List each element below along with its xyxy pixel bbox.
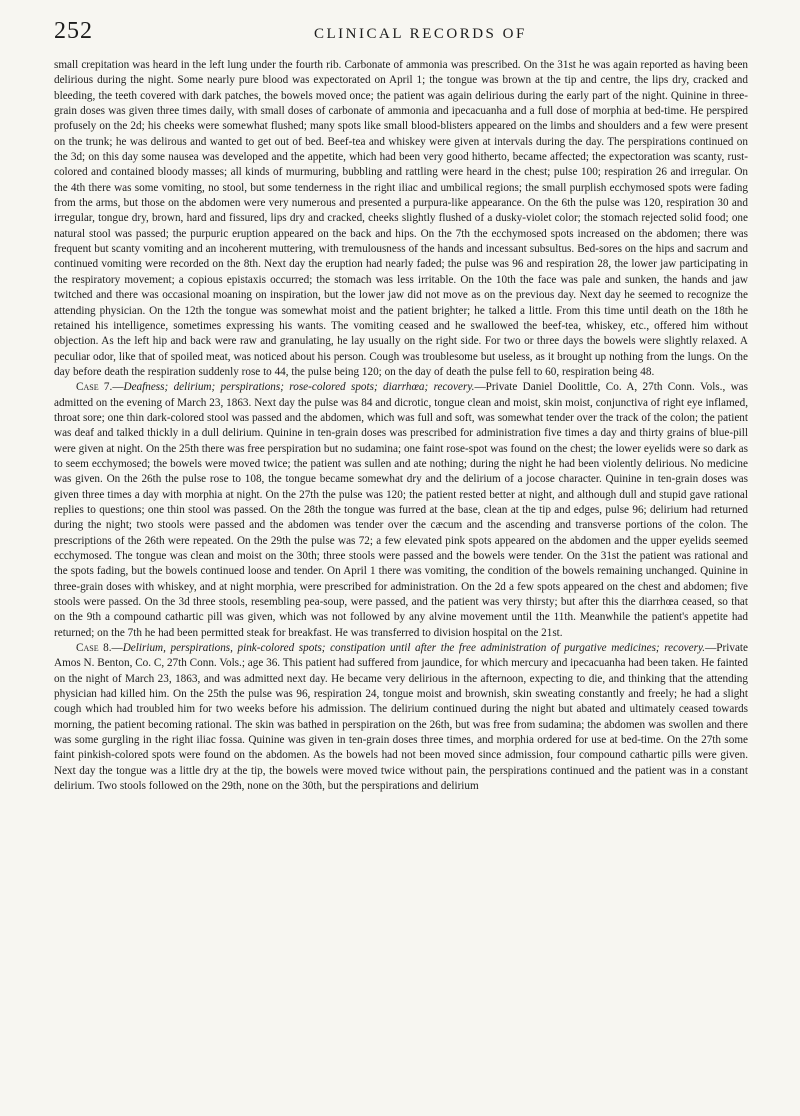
paragraph-case-8: Case 8.—Delirium, perspirations, pink-colored spots; constipation until after the free administration of purgative medicines; recovery.—Private Amos N. Benton, Co. C, 27th Conn. Vols.; age 36. This patient had suffered from jaundice, for which mercury and ipecacuanha had been taken. He fainted on the night of March 23, 1863, and was admitted next day. He became very delirious in the afternoon, expecting to die, and thinking that the attending physician had killed him. On the 25th the pulse was 96, respiration 24, tongue moist and brownish, skin sweating constantly and freely; he had a slight cough which had troubled him for two weeks before his admission. The delirium continued during the night but abated and ultimately ceased towards morning, the patient becoming rational. The skin was bathed in perspiration on the 26th, but was free from sudamina; the abdomen was swollen and there was some gurgling in the right iliac fossa. Quinine was given in ten-grain doses three times, and morphia ordered for use at bed-time. On the 27th some faint pinkish-colored spots were found on the abdomen. As the bowels had not been moved since admission, four compound cathartic pills were given. Next day the tongue was a little dry at the tip, the bowels were moved twice without pain, the perspirations continued and the patient was in a constant delirium. Two stools followed on the 29th, none on the 30th, but the perspirations and delirium xyxy=(54,642,748,793)
paragraph-text: Private Amos N. Benton, Co. C, 27th Conn. Vols.; age 36. This patient had suffered from jaundice, for which mercury and ipecacuanha had been taken. He fainted on the night of March 23, 1863, and was admitted next day. He became very delirious in the afternoon, expecting to die, and thinking that the attending physician had killed him. On the 25th the pulse was 96, respiration 24, tongue moist and brownish, skin sweating constantly and freely; he had a slight cough which had troubled him for two weeks before his admission. The delirium continued during the night but abated and ultimately ceased towards morning, the patient becoming rational. The skin was bathed in perspiration on the 26th, but was free from sudamina; the abdomen was swollen and there was some gurgling in the right iliac fossa. Quinine was given in ten-grain doses three times, and morphia ordered for use at bed-time. On the 27th some faint pinkish-colored spots were found on the abdomen. As the bowels had not been moved since admission, four compound cathartic pills were given. Next day the tongue was a little dry at the tip, the bowels were moved twice without pain, the perspirations continued and the patient was in a constant delirium. Two stools followed on the 29th, none on the 30th, but the perspirations and delirium xyxy=(54,642,748,793)
case-title: Deafness; delirium; perspirations; rose-colored spots; diarrhœa; recovery. xyxy=(123,381,475,394)
case-label: Case 7. xyxy=(76,381,113,394)
page-number: 252 xyxy=(54,18,93,44)
case-label: Case 8. xyxy=(76,642,112,655)
paragraph-text: Private Daniel Doolittle, Co. A, 27th Conn. Vols., was admitted on the evening of March 23, 1863. Next day the pulse was 84 and dicrotic, tongue clean and moist, skin moist, conjunctiva of right eye inflamed, throat sore; one thin dark-colored stool was passed and the abdomen, which was full and soft, was somewhat tender over the track of the colon; the patient was deaf and talked thickly in a dull delirium. Quinine in ten-grain doses was prescribed for administration five times a day and thirty grains of blue-pill were given at night. On the 25th there was free perspiration but no sudamina; one faint rose-spot was found on the chest; the lower eyelids were so dark as to seem ecchymosed; the bowels were moved twice; the patient was sullen and ate nothing; during the night he had been violently delirious. No medicine was given. On the 26th the pulse rose to 108, the tongue became somewhat dry and the delirium of a jocose character. Quinine in ten-grain doses was given three times a day with morphia at night. On the 27th the pulse was 120; the patient rested better at night, and although dull and stupid gave rational replies to questions; one thin stool was passed. On the 28th the tongue was furred at the base, clean at the tip and edges, pulse 96; delirium had returned during the night; two stools were passed and the abdomen was tender over the cæcum and the ascending and transverse portions of the colon. The prescriptions of the 26th were repeated. On the 29th the pulse was 72; a few elevated pink spots appeared on the abdomen and the upper eyelids seemed ecchymosed. The tongue was clean and moist on the 30th; three stools were passed and the bowels were tender. On the 31st the patient was rational and the spots fading, but the bowels continued loose and tender. On April 1 there was vomiting, the condition of the bowels remaining unchanged. Quinine in three-grain doses with whiskey, and at night morphia, were prescribed for administration. On the 2d a few spots appeared on the chest and abdomen; five stools were passed. On the 3d three stools, resembling pea-soup, were passed, and the patient was very thirsty; but after this the diarrhœa ceased, so that on the 9th a compound cathartic pill was given, which was not followed by any alvine movement until the 11th. Meanwhile the patient's appetite had returned; on the 7th he had been permitted steak for breakfast. He was transferred to division hospital on the 21st. xyxy=(54,381,748,639)
paragraph-case-7: Case 7.—Deafness; delirium; perspirations; rose-colored spots; diarrhœa; recovery.—Private Daniel Doolittle, Co. A, 27th Conn. Vols., was admitted on the evening of March 23, 1863. Next day the pulse was 84 and dicrotic, tongue clean and moist, skin moist, conjunctiva of right eye inflamed, throat sore; one thin dark-colored stool was passed and the abdomen, which was full and soft, was somewhat tender over the track of the colon; the patient was deaf and talked thickly in a dull delirium. Quinine in ten-grain doses was prescribed for administration five times a day and thirty grains of blue-pill were given at night. On the 25th there was free perspiration but no sudamina; one faint rose-spot was found on the chest; the lower eyelids were so dark as to seem ecchymosed; the bowels were moved twice; the patient was sullen and ate nothing; during the night he had been violently delirious. No medicine was given. On the 26th the pulse rose to 108, the tongue became somewhat dry and the delirium of a jocose character. Quinine in ten-grain doses was given three times a day with morphia at night. On the 27th the pulse was 120; the patient rested better at night, and although dull and stupid gave rational replies to questions; one thin stool was passed. On the 28th the tongue was furred at the base, clean at the tip and edges, pulse 96; delirium had returned during the night; two stools were passed and the abdomen was tender over the cæcum and the ascending and transverse portions of the colon. The prescriptions of the 26th were repeated. On the 29th the pulse was 72; a few elevated pink spots appeared on the abdomen and the upper eyelids seemed ecchymosed. The tongue was clean and moist on the 30th; three stools were passed and the bowels were tender. On the 31st the patient was rational and the spots fading, but the bowels continued loose and tender. On April 1 there was vomiting, the condition of the bowels remaining unchanged. Quinine in three-grain doses with whiskey, and at night morphia, were prescribed for administration. On the 2d a few spots appeared on the chest and abdomen; five stools were passed. On the 3d three stools, resembling pea-soup, were passed, and the patient was very thirsty; but after this the diarrhœa ceased, so that on the 9th a compound cathartic pill was given, which was not followed by any alvine movement until the 11th. Meanwhile the patient's appetite had returned; on the 7th he had been permitted steak for breakfast. He was transferred to division hospital on the 21st. xyxy=(54,381,748,639)
paragraph-text: small crepitation was heard in the left lung under the fourth rib. Carbonate of ammonia was prescribed. On the 31st he was again reported as having been delirious during the night. Some nearly pure blood was expectorated on April 1; the tongue was brown at the tip and centre, the lips dry, cracked and bleeding, the teeth covered with dark patches, the bowels moved once; the patient was again delirious during the early part of the night. Quinine in three-grain doses was given three times daily, with small doses of carbonate of ammonia and ipecacuanha and a full dose of morphia at bed-time. He perspired profusely on the 2d; his cheeks were somewhat flushed; many spots like small blood-blisters appeared on the limbs and shoulders and a few were present on the trunk; he was delirous and wanted to get out of bed. Beef-tea and whiskey were given at intervals during the day. The perspirations continued on the 3d; on this day some nausea was developed and the appetite, which had been very good hitherto, became affected; the expectoration was scanty, rust-colored and contained bloody masses; all kinds of murmuring, bubbling and rattling were heard in the chest; pulse 100; respiration 26 and irregular. On the 4th there was some vomiting, no stool, but some tenderness in the right iliac and umbilical regions; the small purplish ecchymosed spots were fading from the arms, but those on the abdomen were very numerous and presented a purpura-like appearance. On the 6th the pulse was 120, respiration 30 and irregular, tongue dry, brown, hard and fissured, lips dry and cracked, cheeks slightly flushed of a dusky-violet color; the stomach rejected solid food; one natural stool was passed; the purpuric eruption appeared on the back and hips. On the 7th the ecchymosed spots increased on the abdomen; there was frequent but scanty vomiting and an incoherent muttering, with tremulousness of the hands and incessant subsultus. Bed-sores on the hips and sacrum and continued vomiting were recorded on the 8th. Next day the eruption had nearly faded; the pulse was 96 and respiration 28, the lower jaw participating in the respiratory movement; a copious epistaxis occurred; the stomach was less irritable. On the 10th the face was pale and sunken, the hands and jaw twitched and there was occasional moaning on inspiration, but the lower jaw did not move as on the previous day. Next day he seemed to recognize the attending physician. On the 12th the tongue was somewhat moist and the patient brighter; he talked a little. From this time until death on the 18th he retained his intelligence, sometimes expressing his wants. The vomiting ceased and he swallowed the beef-tea, whiskey, etc., offered him without objection. As the left hip and back were raw and granulating, he lay usually on the right side. For two or three days the bowels were slightly relaxed. A peculiar odor, like that of spoiled meat, was noticed about his person. Cough was troublesome but useless, as it brought up nothing from the lungs. On the day before death the respiration suddenly rose to 44, the pulse being 120; on the day of death the pulse fell to 60, respiration being 48. xyxy=(54,59,748,378)
case-title: Delirium, perspirations, pink-colored spots; constipation until after the free administration of purgative medicines; recovery. xyxy=(122,642,706,655)
paragraph-continuation xyxy=(54,58,748,380)
body-text xyxy=(54,58,748,795)
running-head: CLINICAL RECORDS OF xyxy=(314,26,527,42)
page-header xyxy=(54,18,748,58)
